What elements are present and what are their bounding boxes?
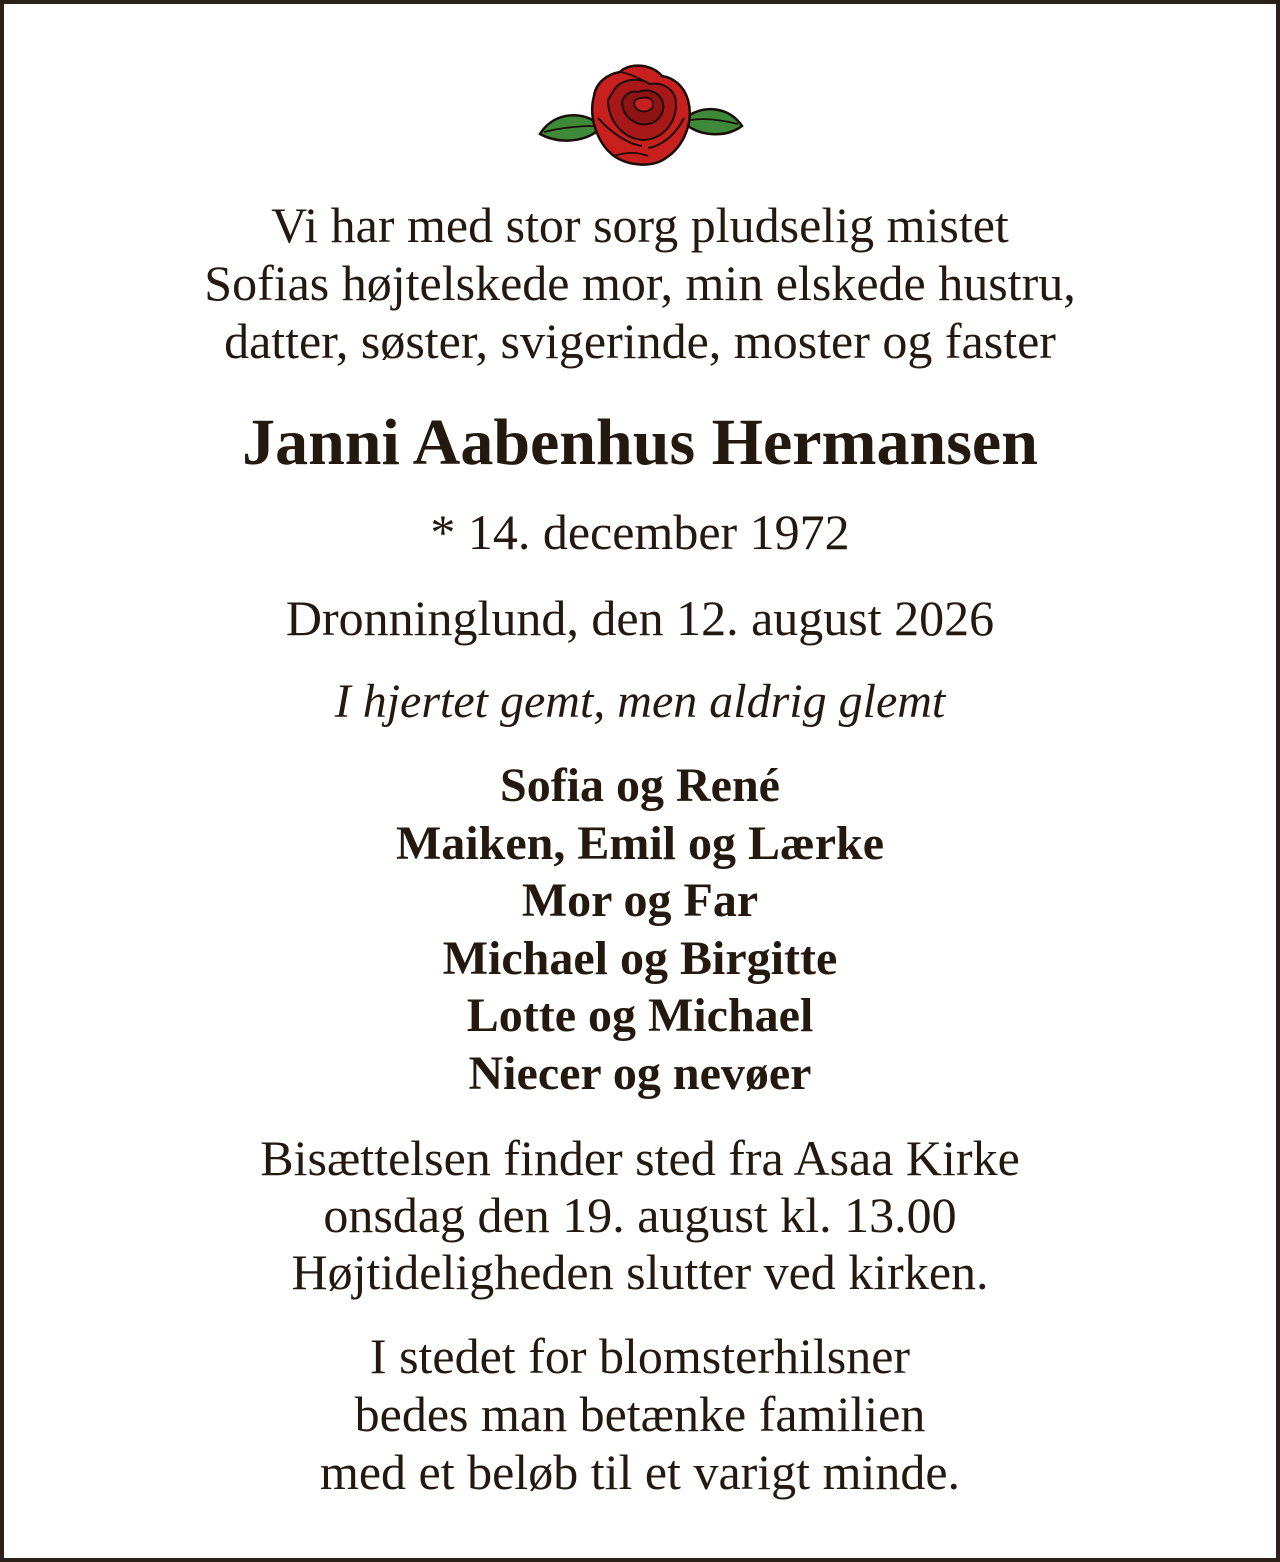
intro-line: Sofias højtelskede mor, min elskede hustru, — [204, 255, 1076, 311]
motto: I hjertet gemt, men aldrig glemt — [334, 675, 946, 728]
family-member: Lotte og Michael — [466, 989, 814, 1043]
funeral-line: Højtideligheden slutter ved kirken. — [291, 1244, 989, 1300]
donation-request — [0, 1327, 1280, 1501]
donation-line: med et beløb til et varigt minde. — [319, 1444, 961, 1500]
family-member: Michael og Birgitte — [442, 931, 838, 985]
intro-line: datter, søster, svigerinde, moster og faster — [224, 313, 1056, 369]
family-member: Mor og Far — [521, 874, 759, 928]
rose-icon — [538, 60, 744, 170]
intro-line: Vi har med stor sorg pludselig mistet — [271, 197, 1009, 253]
deceased-name: Janni Aabenhus Hermansen — [242, 406, 1038, 479]
funeral-line: onsdag den 19. august kl. 13.00 — [323, 1187, 957, 1243]
donation-line: I stedet for blomsterhilsner — [369, 1328, 911, 1384]
family-member: Niecer og nevøer — [468, 1046, 812, 1100]
donation-line: bedes man betænke familien — [354, 1386, 926, 1442]
funeral-info — [0, 1130, 1280, 1301]
intro-text — [0, 196, 1280, 370]
birth-date: * 14. december 1972 — [430, 504, 850, 560]
funeral-line: Bisættelsen finder sted fra Asaa Kirke — [260, 1130, 1020, 1186]
place-and-death-date: Dronninglund, den 12. august 2026 — [285, 590, 995, 646]
family-member: Maiken, Emil og Lærke — [396, 816, 884, 870]
family-list — [0, 757, 1280, 1103]
family-member: Sofia og René — [500, 759, 780, 812]
